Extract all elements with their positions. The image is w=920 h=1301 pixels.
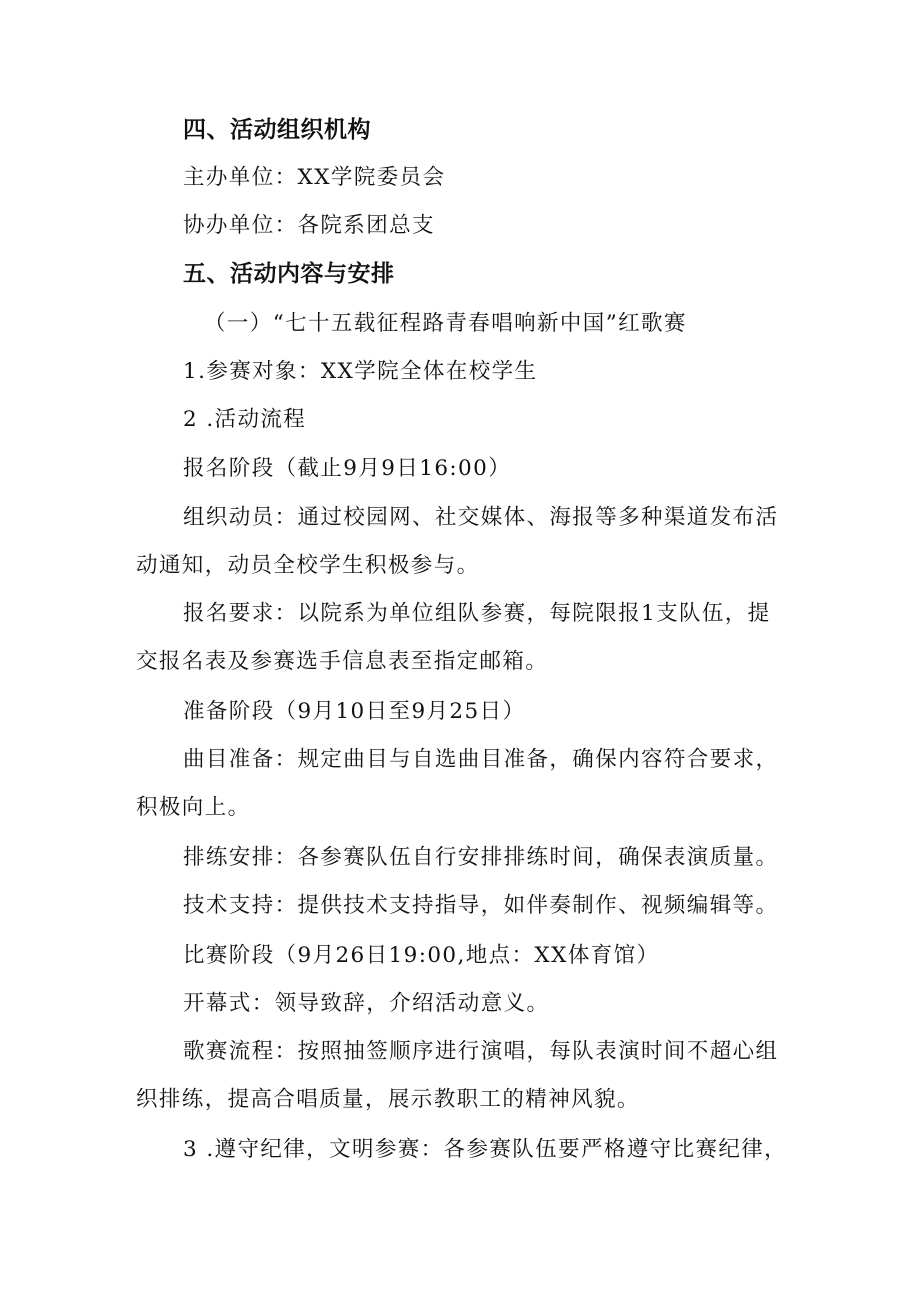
item-discipline: 3 .遵守纪律，文明参赛：各参赛队伍要严格遵守比赛纪律，	[183, 1137, 788, 1162]
paragraph-songs-line2: 积极向上。	[136, 795, 251, 820]
paragraph-process-line1: 歌赛流程：按照抽签顺序进行演唱，每队表演时间不超心组	[183, 1039, 779, 1064]
stage-competition: 比赛阶段（9月26日19:00,地点：XX体育馆）	[183, 943, 660, 968]
paragraph-songs-line1: 曲目准备：规定曲目与自选曲目准备，确保内容符合要求，	[183, 747, 779, 772]
paragraph-tech-support: 技术支持：提供技术支持指导，如伴奏制作、视频编辑等。	[183, 893, 779, 918]
paragraph-process-line2: 织排练，提高合唱质量，展示教职工的精神风貌。	[136, 1087, 640, 1112]
paragraph-opening: 开幕式：领导致辞，介绍活动意义。	[183, 991, 550, 1016]
paragraph-requirements-line2: 交报名表及参赛选手信息表至指定邮箱。	[136, 649, 549, 674]
stage-preparation: 准备阶段（9月10日至9月25日）	[183, 699, 526, 724]
paragraph-requirements-line1: 报名要求：以院系为单位组队参赛，每院限报1支队伍，提	[183, 601, 771, 626]
section-heading-organization: 四、活动组织机构	[183, 117, 371, 143]
item-process: 2 .活动流程	[183, 407, 307, 432]
host-unit: 主办单位：XX学院委员会	[183, 165, 446, 190]
paragraph-mobilization-line2: 动通知，动员全校学生积极参与。	[136, 553, 480, 578]
subsection-title-song-contest: （一）“七十五载征程路青春唱响新中国”红歌赛	[204, 311, 687, 336]
item-participants: 1.参赛对象：XX学院全体在校学生	[183, 359, 538, 384]
section-heading-content: 五、活动内容与安排	[183, 261, 395, 287]
stage-registration: 报名阶段（截止9月9日16:00）	[183, 456, 512, 481]
co-host-unit: 协办单位：各院系团总支	[183, 213, 435, 238]
paragraph-rehearsal: 排练安排：各参赛队伍自行安排排练时间，确保表演质量。	[183, 845, 779, 870]
paragraph-mobilization-line1: 组织动员：通过校园网、社交媒体、海报等多种渠道发布活	[183, 505, 779, 530]
